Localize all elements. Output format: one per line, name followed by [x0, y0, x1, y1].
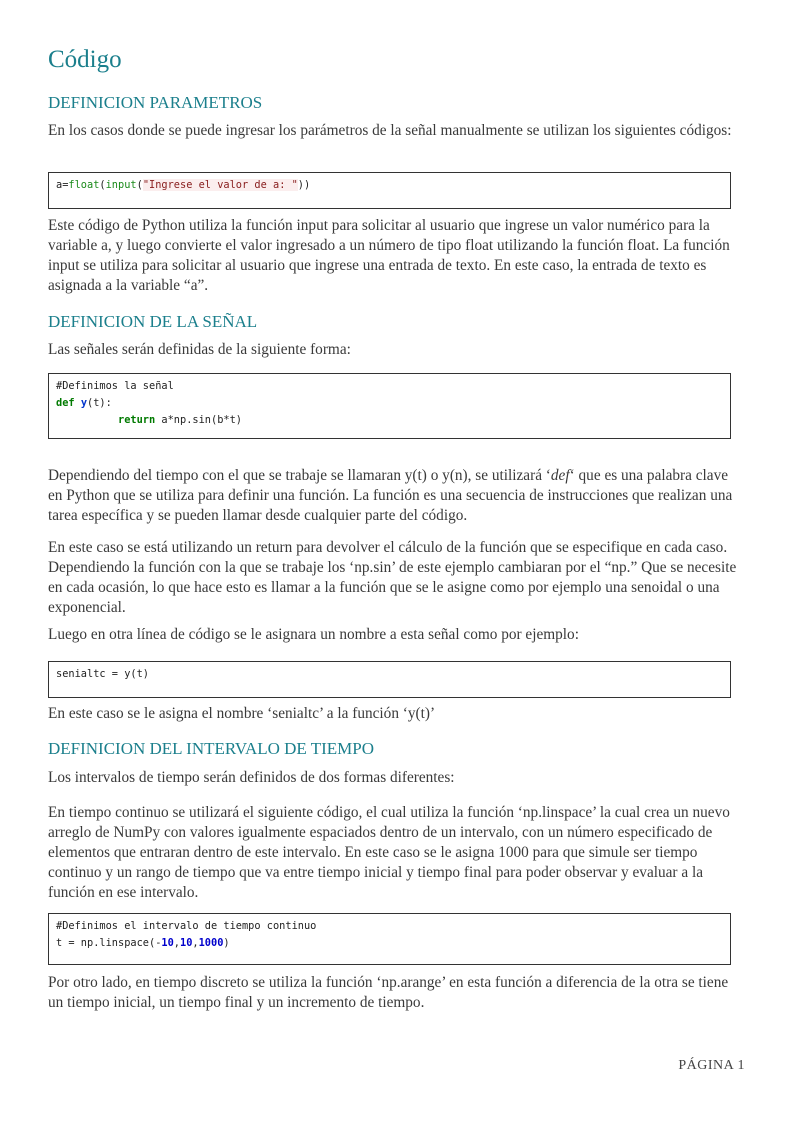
text-span: Dependiendo del tiempo con el que se trabaje se llamaran y(t) o y(n), se utilizará ‘ [48, 467, 551, 484]
code-token: ) [223, 937, 230, 949]
paragraph-text: Las señales serán definidas de la siguiente forma: [48, 341, 351, 358]
code-comment: #Definimos la señal [56, 380, 174, 392]
text-emphasis: def [550, 467, 570, 484]
code-block [48, 172, 731, 209]
paragraph [48, 340, 738, 360]
code-comment: #Definimos el intervalo de tiempo continuo [56, 920, 317, 932]
paragraph-text: En tiempo continuo se utilizará el siguiente código, el cual utiliza la función ‘np.linspace’ la cual crea un nuevo arreglo de NumPy con valores igualmente espaciados dentro de un intervalo, con un número especificado de elementos que entraran dentro de este intervalo. En este caso se le asigna 1000 para que simule ser tiempo continuo y un rango de tiempo que va entre tiempo inicial y tiempo final para poder observar y evaluar a la función en ese intervalo. [48, 804, 730, 901]
code-token: t = np.linspace(- [56, 937, 162, 949]
paragraph-text: En este caso se le asigna el nombre ‘senialtc’ a la función ‘y(t)’ [48, 705, 436, 722]
code-token: , [173, 937, 180, 949]
page-number: PÁGINA 1 [678, 1058, 745, 1073]
code-keyword: return [118, 414, 156, 426]
code-number: 1000 [198, 937, 224, 949]
paragraph-text: Por otro lado, en tiempo discreto se utiliza la función ‘np.arange’ en esta función a diferencia de la otra se tiene un tiempo inicial, un tiempo final y un incremento de tiempo. [48, 974, 729, 1011]
paragraph [48, 466, 738, 526]
code-token: (t): [87, 397, 112, 409]
paragraph-text: Este código de Python utiliza la función input para solicitar al usuario que ingrese un valor numérico para la variable a, y luego convierte el valor ingresado a un número de tipo float utilizando la función float. La función input se utiliza para solicitar al usuario que ingrese una entrada de texto. En este caso, la entrada de texto es asignada a la variable “a”. [48, 217, 730, 294]
paragraph-text: En este caso se está utilizando un return para devolver el cálculo de la función que se especifique en cada caso. Dependiendo la función con la que se trabaje los ‘np.sin’ de este ejemplo cambiaran por el “np.” Que se necesite en cada ocasión, lo que hace esto es llamar a la función que se le asigne como por ejemplo una senoidal o una exponencial. [48, 539, 737, 616]
code-string: "Ingrese el valor de a: " [142, 179, 298, 191]
code-line: senialtc = y(t) [56, 668, 149, 680]
paragraph [48, 803, 738, 903]
heading-text: DEFINICION PARAMETROS [48, 93, 263, 112]
page-title [48, 46, 738, 74]
code-block [48, 661, 731, 698]
code-token: )) [297, 179, 311, 191]
code-token: a= [56, 179, 69, 191]
code-keyword: def [56, 397, 75, 409]
paragraph-text: En los casos donde se puede ingresar los parámetros de la señal manualmente se utilizan los siguientes códigos: [48, 122, 732, 139]
title-text: Código [48, 46, 122, 73]
text-span: ‘ que es una palabra clave en Python que se utiliza para definir una función. La función es una secuencia de instrucciones que realizan una tarea específica y se pueden llamar desde cualquier parte del código. [48, 467, 733, 524]
heading-text: DEFINICION DE LA SEÑAL [48, 312, 258, 331]
code-token: , [192, 937, 199, 949]
paragraph [48, 538, 738, 618]
code-token: float [68, 179, 100, 191]
paragraph [48, 704, 738, 724]
paragraph [48, 121, 738, 141]
section-heading [48, 93, 738, 113]
paragraph-text [48, 466, 738, 526]
code-block [48, 913, 731, 965]
code-token: input [105, 179, 137, 191]
code-number: 10 [180, 937, 193, 949]
code-token: a*np.sin(b*t) [155, 414, 242, 426]
code-function-name: y [80, 397, 88, 409]
paragraph [48, 216, 738, 296]
paragraph [48, 625, 738, 645]
paragraph [48, 768, 738, 788]
section-heading [48, 739, 738, 759]
heading-text: DEFINICION DEL INTERVALO DE TIEMPO [48, 739, 375, 758]
paragraph-text: Los intervalos de tiempo serán definidos de dos formas diferentes: [48, 769, 455, 786]
paragraph [48, 973, 738, 1013]
paragraph-text: Luego en otra línea de código se le asignara un nombre a esta señal como por ejemplo: [48, 626, 579, 643]
section-heading [48, 312, 738, 332]
code-number: 10 [161, 937, 174, 949]
code-token: ( [99, 179, 106, 191]
code-block [48, 373, 731, 439]
code-token: ( [136, 179, 143, 191]
